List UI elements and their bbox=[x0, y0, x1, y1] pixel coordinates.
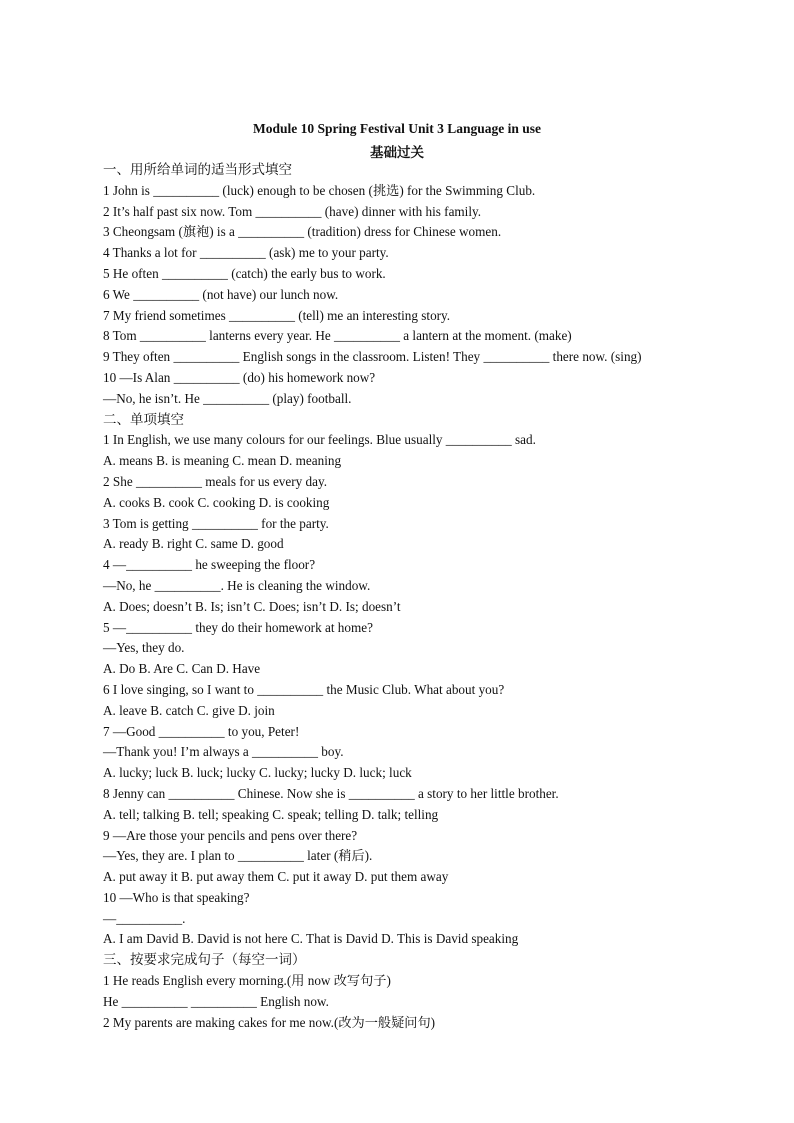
worksheet-line: 7 —Good __________ to you, Peter! bbox=[103, 723, 300, 739]
worksheet-line: 6 I love singing, so I want to __________ the Music Club. What about you? bbox=[103, 681, 505, 697]
worksheet-line: 1 John is __________ (luck) enough to be chosen (挑选) for the Swimming Club. bbox=[103, 182, 536, 198]
worksheet-line: A. means B. is meaning C. mean D. meaning bbox=[103, 453, 342, 469]
worksheet-line: —No, he isn’t. He __________ (play) football. bbox=[103, 390, 352, 406]
worksheet-line: 2 My parents are making cakes for me now.(改为一般疑问句) bbox=[103, 1014, 436, 1030]
worksheet-line: He __________ __________ English now. bbox=[103, 993, 329, 1009]
worksheet-line: A. lucky; luck B. luck; lucky C. lucky; lucky D. luck; luck bbox=[103, 765, 412, 781]
worksheet-line: A. tell; talking B. tell; speaking C. speak; telling D. talk; telling bbox=[103, 806, 439, 822]
worksheet-line: 2 She __________ meals for us every day. bbox=[103, 473, 328, 489]
worksheet-line: 5 —__________ they do their homework at home? bbox=[103, 619, 373, 635]
worksheet-line: —No, he __________. He is cleaning the window. bbox=[103, 577, 371, 593]
worksheet-line: —Thank you! I’m always a __________ boy. bbox=[103, 744, 344, 760]
worksheet-line: 3 Tom is getting __________ for the party. bbox=[103, 515, 329, 531]
worksheet-line: 8 Tom __________ lanterns every year. He __________ a lantern at the moment. (make) bbox=[103, 328, 572, 344]
worksheet-line: A. ready B. right C. same D. good bbox=[103, 536, 284, 552]
worksheet-line: 8 Jenny can __________ Chinese. Now she is __________ a story to her little brother. bbox=[103, 785, 559, 801]
worksheet-line: 9 They often __________ English songs in the classroom. Listen! They __________ there now. (sing) bbox=[103, 349, 642, 365]
worksheet-line: 10 —Who is that speaking? bbox=[103, 889, 250, 905]
page-subtitle: 基础过关 bbox=[370, 145, 424, 160]
worksheet-line: 1 He reads English every morning.(用 now 改写句子) bbox=[103, 973, 391, 989]
worksheet-content bbox=[103, 160, 703, 1033]
worksheet-line: A. cooks B. cook C. cooking D. is cooking bbox=[103, 494, 330, 510]
worksheet-line: A. Does; doesn’t B. Is; isn’t C. Does; isn’t D. Is; doesn’t bbox=[103, 598, 401, 614]
worksheet-line: 10 —Is Alan __________ (do) his homework now? bbox=[103, 369, 376, 385]
worksheet-line: 5 He often __________ (catch) the early bus to work. bbox=[103, 265, 386, 281]
worksheet-line: 4 —__________ he sweeping the floor? bbox=[103, 557, 316, 573]
worksheet-line: 3 Cheongsam (旗袍) is a __________ (tradition) dress for Chinese women. bbox=[103, 224, 502, 240]
section-heading: 二、单项填空 bbox=[103, 411, 184, 428]
worksheet-line: 6 We __________ (not have) our lunch now. bbox=[103, 286, 339, 302]
worksheet-line: —Yes, they do. bbox=[103, 640, 185, 656]
worksheet-line: A. Do B. Are C. Can D. Have bbox=[103, 661, 261, 677]
worksheet-line: 9 —Are those your pencils and pens over there? bbox=[103, 827, 358, 843]
worksheet-line: 1 In English, we use many colours for our feelings. Blue usually __________ sad. bbox=[103, 432, 536, 448]
worksheet-line: A. put away it B. put away them C. put it away D. put them away bbox=[103, 869, 449, 885]
worksheet-line: —Yes, they are. I plan to __________ later (稍后). bbox=[103, 848, 373, 864]
worksheet-line: A. I am David B. David is not here C. That is David D. This is David speaking bbox=[103, 931, 519, 947]
section-heading: 三、按要求完成句子（每空一词） bbox=[103, 952, 306, 969]
page-title: Module 10 Spring Festival Unit 3 Language in use bbox=[252, 121, 542, 136]
worksheet-line: —__________. bbox=[103, 910, 186, 926]
section-heading: 一、用所给单词的适当形式填空 bbox=[103, 162, 292, 178]
worksheet-line: 2 It’s half past six now. Tom __________ (have) dinner with his family. bbox=[103, 203, 482, 219]
worksheet-line: 7 My friend sometimes __________ (tell) me an interesting story. bbox=[103, 307, 451, 323]
worksheet-line: 4 Thanks a lot for __________ (ask) me to your party. bbox=[103, 245, 389, 261]
worksheet-line: A. leave B. catch C. give D. join bbox=[103, 702, 275, 718]
